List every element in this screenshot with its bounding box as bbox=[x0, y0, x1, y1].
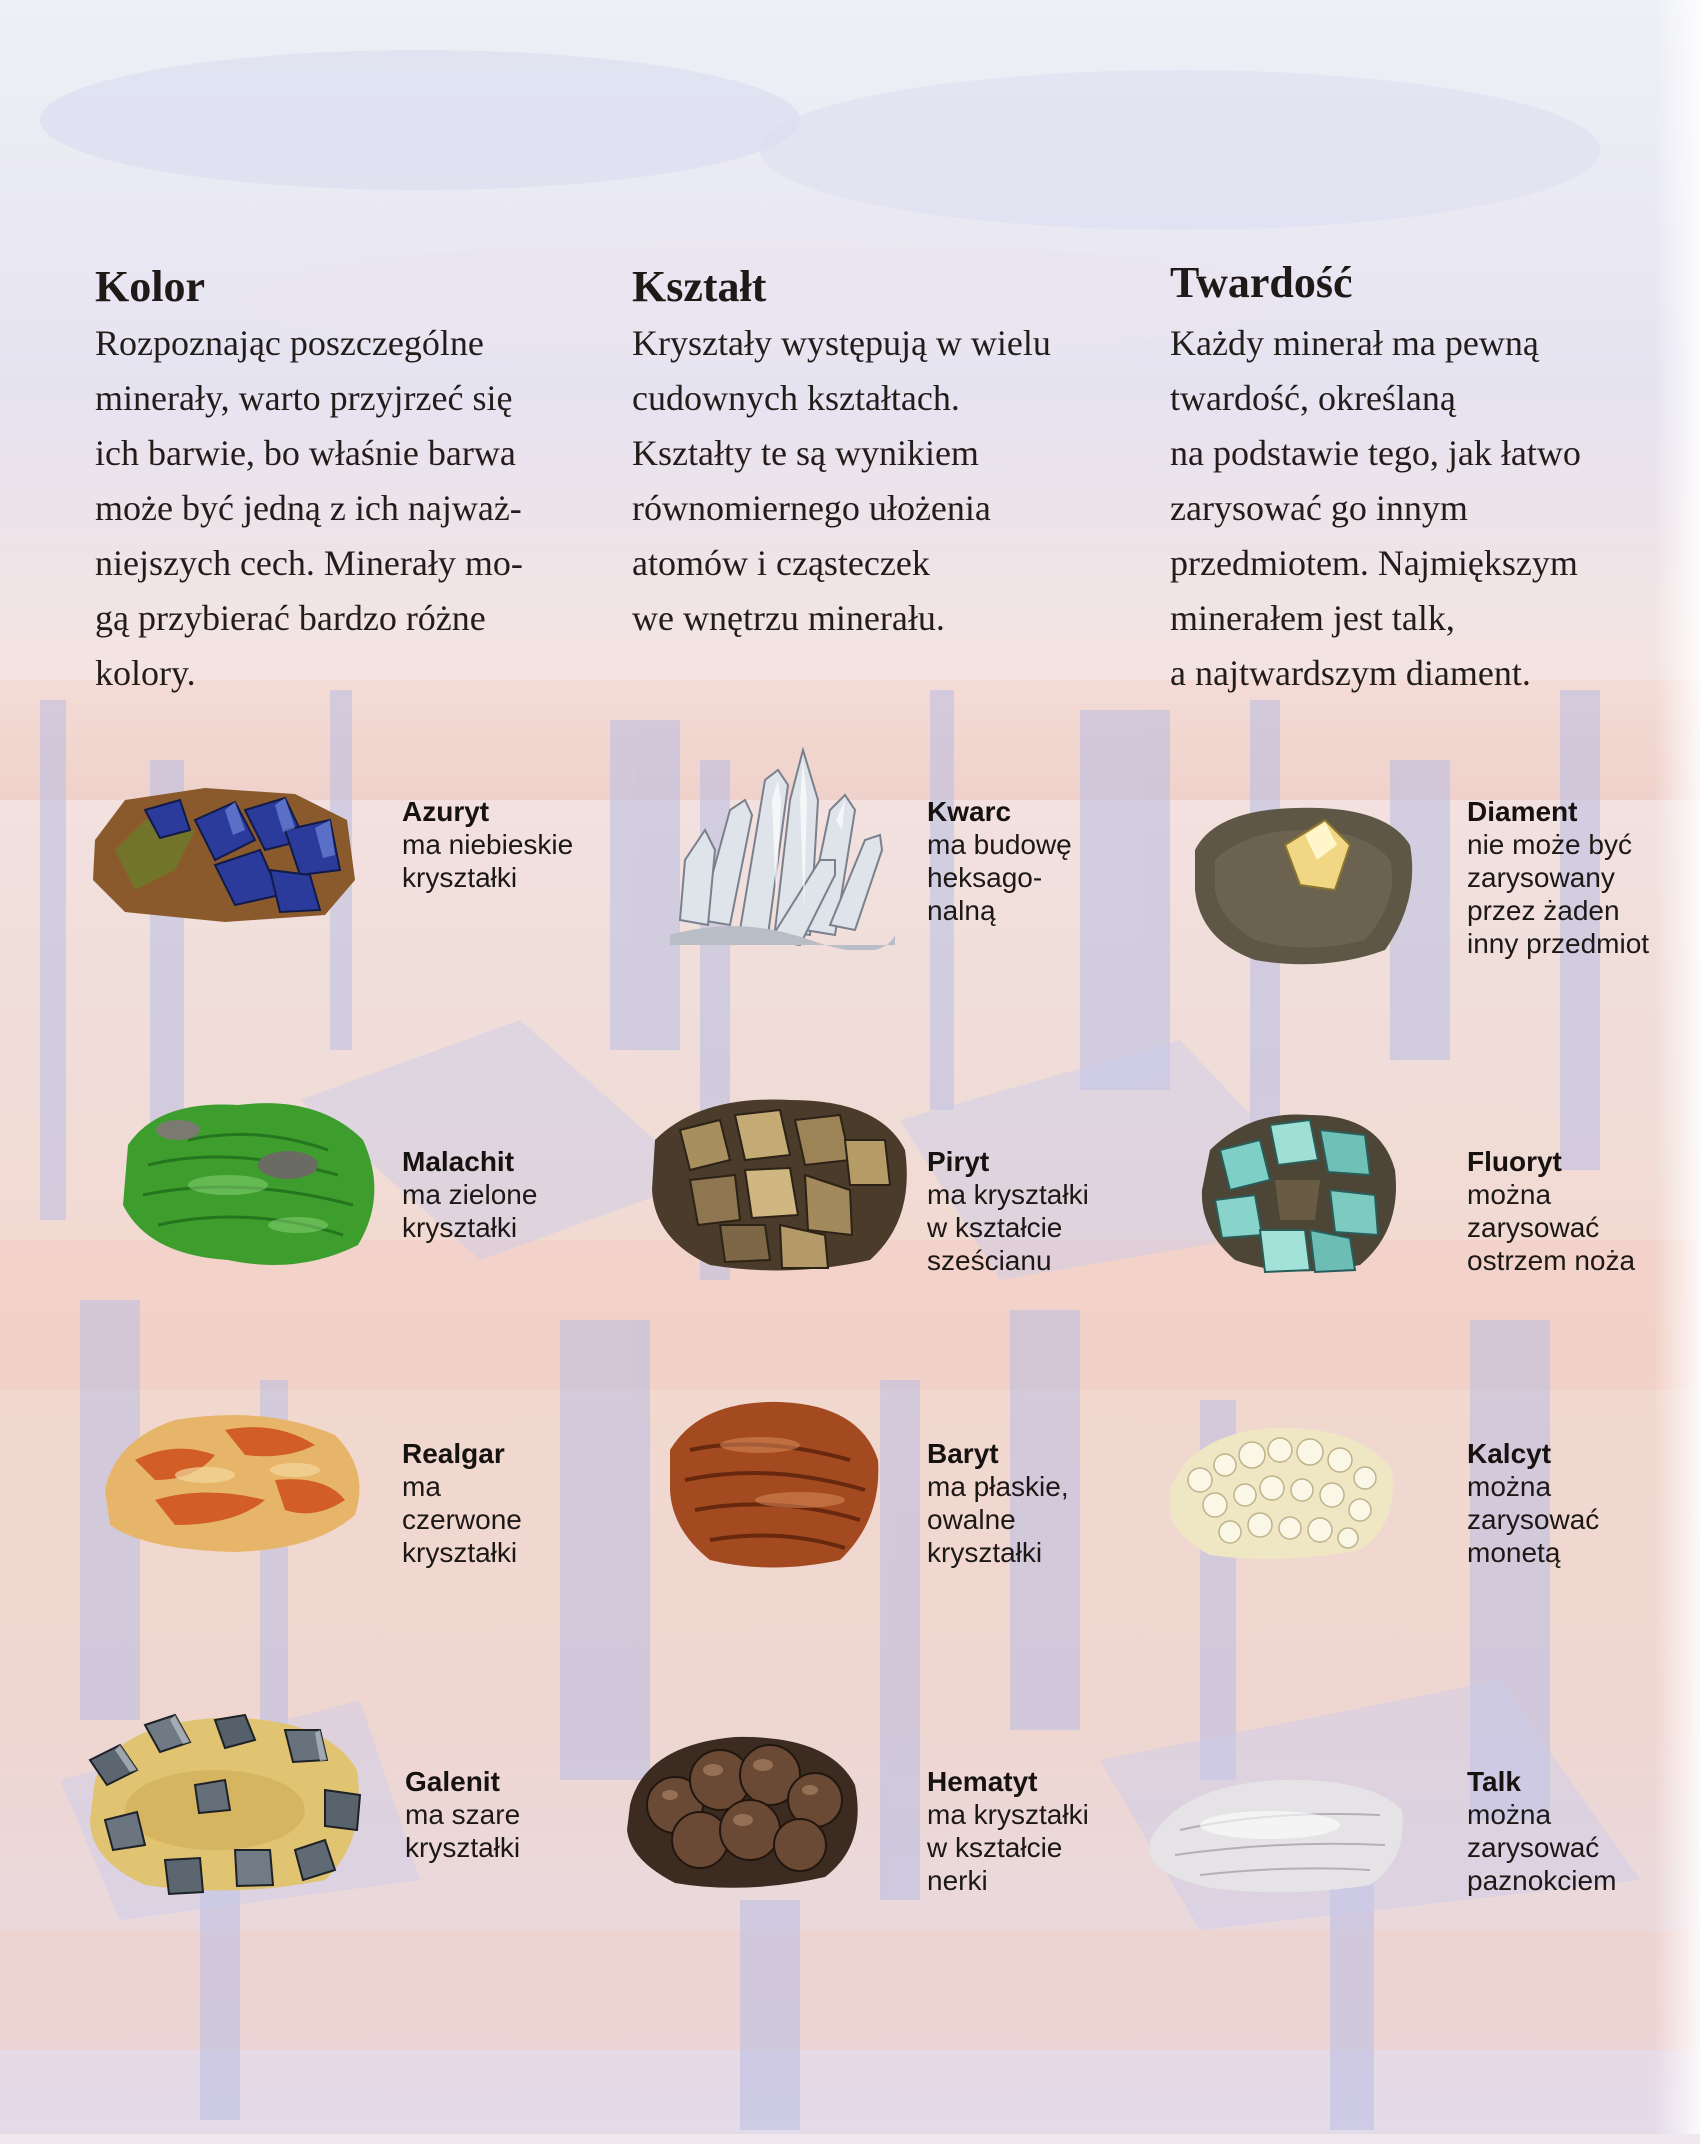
talc-illustration bbox=[1140, 1770, 1410, 1900]
mineral-description: można zarysować ostrzem noża bbox=[1467, 1179, 1636, 1276]
mineral-name: Kalcyt bbox=[1467, 1438, 1552, 1469]
mineral-description: ma płaskie, owalne kryształki bbox=[927, 1471, 1069, 1568]
mineral-description: nie może być zarysowany przez żaden inny przedmiot bbox=[1467, 829, 1650, 959]
mineral-description: można zarysować paznokciem bbox=[1467, 1799, 1617, 1896]
mineral-label-malachite bbox=[402, 1145, 537, 1244]
mineral-label-pyrite bbox=[927, 1145, 1089, 1277]
mineral-label-quartz bbox=[927, 795, 1072, 927]
mineral-name: Hematyt bbox=[927, 1766, 1038, 1797]
mineral-name: Baryt bbox=[927, 1438, 999, 1469]
mineral-label-diamond bbox=[1467, 795, 1649, 960]
mineral-label-baryte bbox=[927, 1437, 1069, 1569]
mineral-label-azurite bbox=[402, 795, 573, 894]
galena-illustration bbox=[75, 1700, 370, 1900]
diamond-illustration bbox=[1185, 790, 1420, 975]
column-heading-shape: Kształt bbox=[632, 262, 767, 311]
realgar-illustration bbox=[95, 1400, 370, 1560]
mineral-description: ma niebieskie kryształki bbox=[402, 829, 574, 893]
mineral-description: można zarysować monetą bbox=[1467, 1471, 1600, 1568]
mineral-description: ma kryształki w kształcie sześcianu bbox=[927, 1179, 1089, 1276]
mineral-label-calcite bbox=[1467, 1437, 1599, 1569]
mineral-description: ma czerwone kryształki bbox=[402, 1471, 522, 1568]
mineral-description: ma szare kryształki bbox=[405, 1799, 521, 1863]
mineral-label-hematite bbox=[927, 1765, 1089, 1897]
pyrite-illustration bbox=[640, 1080, 915, 1280]
mineral-name: Galenit bbox=[405, 1766, 500, 1797]
mineral-name: Piryt bbox=[927, 1146, 990, 1177]
mineral-label-fluorite bbox=[1467, 1145, 1635, 1277]
mineral-name: Fluoryt bbox=[1467, 1146, 1562, 1177]
malachite-illustration bbox=[108, 1085, 388, 1275]
azurite-illustration bbox=[85, 780, 360, 925]
calcite-illustration bbox=[1160, 1410, 1400, 1565]
mineral-description: ma zielone kryształki bbox=[402, 1179, 538, 1243]
page-edge-shadow bbox=[1654, 0, 1700, 2144]
column-text-hardness: Każdy minerał ma pewną twardość, określaną na podstawie tego, jak łatwo zarysować go innym przedmiotem. Najmiększym minerałem jest talk, a najtwardszym diament. bbox=[1170, 323, 1581, 693]
mineral-name: Kwarc bbox=[927, 796, 1012, 827]
mineral-name: Azuryt bbox=[402, 796, 490, 827]
mineral-description: ma budowę heksago- nalną bbox=[927, 829, 1072, 926]
mineral-label-talc bbox=[1467, 1765, 1616, 1897]
quartz-illustration bbox=[660, 740, 905, 950]
column-heading-hardness: Twardość bbox=[1170, 258, 1353, 307]
mineral-name: Realgar bbox=[402, 1438, 505, 1469]
column-text-shape: Kryształy występują w wielu cudownych kształtach. Kształty te są wynikiem równomiernego ułożenia atomów i cząsteczek we wnętrzu minerału. bbox=[632, 323, 1051, 638]
baryte-illustration bbox=[660, 1390, 885, 1575]
page-bottom-edge bbox=[0, 2134, 1700, 2144]
mineral-name: Diament bbox=[1467, 796, 1578, 827]
mineral-label-galena bbox=[405, 1765, 520, 1864]
column-heading-color: Kolor bbox=[95, 262, 205, 311]
fluorite-illustration bbox=[1190, 1100, 1405, 1280]
mineral-description: ma kryształki w kształcie nerki bbox=[927, 1799, 1089, 1896]
mineral-name: Malachit bbox=[402, 1146, 515, 1177]
column-text-color: Rozpoznając poszczególne minerały, warto przyjrzeć się ich barwie, bo właśnie barwa może być jedną z ich najważ- niejszych cech. Minerały mo- gą przybierać bardzo różne kolory. bbox=[95, 323, 523, 693]
mineral-label-realgar bbox=[402, 1437, 522, 1569]
mineral-name: Talk bbox=[1467, 1766, 1521, 1797]
hematite-illustration bbox=[615, 1715, 870, 1895]
